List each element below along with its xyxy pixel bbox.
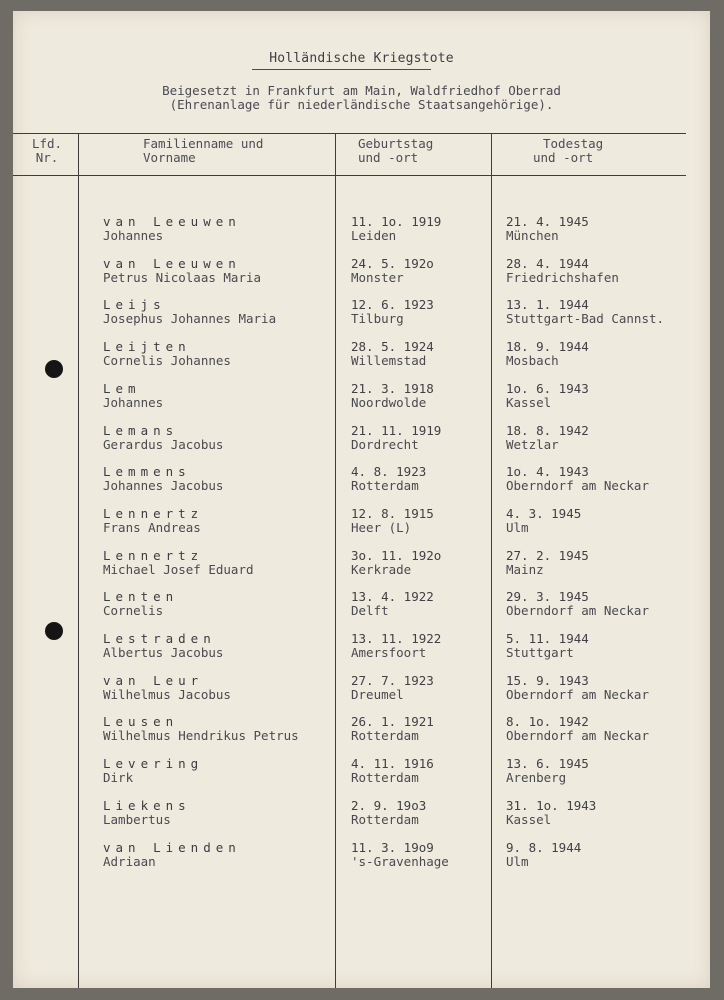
birth-place-cell: Tilburg: [351, 311, 404, 327]
header-name: [93, 137, 323, 165]
document-subtitle: [13, 84, 710, 112]
table-row: [13, 382, 710, 424]
death-date-cell: 29. 3. 1945: [506, 589, 589, 605]
header-lfd-nr: [25, 137, 69, 165]
table-row: [13, 841, 710, 883]
death-place-cell: Oberndorf am Neckar: [506, 603, 649, 619]
header-birth-line-2: und -ort: [358, 150, 419, 165]
birth-place-cell: Dreumel: [351, 686, 404, 702]
birth-place-cell: Rotterdam: [351, 811, 419, 827]
header-birth-line-1: Geburtstag: [358, 136, 434, 151]
header-nr: Nr.: [35, 150, 59, 165]
death-date-cell: 4. 3. 1945: [506, 505, 582, 521]
birth-date-cell: 28. 5. 1924: [351, 339, 434, 355]
birth-place-cell: Rotterdam: [351, 478, 419, 494]
death-place-cell: Mosbach: [506, 353, 559, 369]
birth-date-cell: 21. 3. 1918: [351, 380, 434, 396]
death-place-cell: Stuttgart: [506, 645, 574, 660]
surname-cell: Lem: [103, 380, 141, 396]
table-row: [13, 298, 710, 340]
given-name-cell: Dirk: [103, 770, 134, 786]
punch-hole-top: [45, 360, 63, 378]
surname-cell: Leusen: [103, 714, 179, 730]
given-name-cell: Wilhelmus Hendrikus Petrus: [103, 728, 299, 744]
header-death-line-2: und -ort: [533, 150, 594, 165]
surname-cell: Lenten: [103, 589, 179, 605]
header-birth: [358, 137, 478, 165]
table-row: [13, 715, 710, 757]
birth-place-cell: Rotterdam: [351, 728, 419, 744]
surname-cell: Lennertz: [103, 547, 204, 563]
surname-cell: Liekens: [103, 797, 191, 813]
given-name-cell: Johannes: [103, 228, 164, 243]
table-row: [13, 424, 710, 466]
birth-date-cell: 12. 6. 1923: [351, 297, 434, 313]
death-place-cell: Oberndorf am Neckar: [506, 728, 649, 744]
surname-cell: Leijten: [103, 339, 191, 355]
table-top-rule: [13, 133, 686, 134]
birth-date-cell: 26. 1. 1921: [351, 714, 434, 730]
header-name-line-2: Vorname: [143, 150, 196, 165]
header-bottom-rule: [13, 175, 686, 176]
table-row: [13, 549, 710, 591]
birth-place-cell: 's-Gravenhage: [351, 853, 449, 869]
birth-place-cell: Dordrecht: [351, 436, 419, 452]
birth-date-cell: 3o. 11. 192o: [351, 547, 442, 563]
death-date-cell: 9. 8. 1944: [506, 839, 582, 855]
given-name-cell: Adriaan: [103, 853, 156, 869]
death-date-cell: 18. 8. 1942: [506, 422, 589, 438]
given-name-cell: Michael Josef Eduard: [103, 561, 254, 577]
birth-date-cell: 11. 1o. 1919: [351, 214, 442, 229]
table-row: [13, 590, 710, 632]
death-date-cell: 31. 1o. 1943: [506, 797, 597, 813]
birth-date-cell: 12. 8. 1915: [351, 505, 434, 521]
birth-place-cell: Delft: [351, 603, 389, 619]
header-lfd: Lfd.: [31, 136, 63, 151]
table-row: [13, 632, 710, 674]
death-date-cell: 1o. 4. 1943: [506, 464, 589, 480]
death-place-cell: München: [506, 228, 559, 243]
death-date-cell: 21. 4. 1945: [506, 214, 589, 229]
birth-date-cell: 13. 11. 1922: [351, 631, 442, 646]
given-name-cell: Cornelis: [103, 603, 164, 619]
death-place-cell: Kassel: [506, 394, 552, 410]
death-place-cell: Stuttgart-Bad Cannst.: [506, 311, 665, 327]
document-title: Holländische Kriegstote: [269, 51, 454, 66]
header-death: [533, 137, 653, 165]
given-name-cell: Johannes Jacobus: [103, 478, 224, 494]
subtitle-line-2: (Ehrenanlage für niederländische Staatsangehörige).: [169, 97, 554, 112]
given-name-cell: Albertus Jacobus: [103, 645, 224, 660]
birth-place-cell: Willemstad: [351, 353, 427, 369]
birth-place-cell: Heer (L): [351, 519, 412, 535]
given-name-cell: Johannes: [103, 394, 164, 410]
birth-place-cell: Amersfoort: [351, 645, 427, 660]
death-place-cell: Mainz: [506, 561, 544, 577]
table-row: [13, 674, 710, 716]
birth-date-cell: 13. 4. 1922: [351, 589, 434, 605]
table-row: [13, 799, 710, 841]
death-date-cell: 13. 6. 1945: [506, 756, 589, 772]
death-place-cell: Ulm: [506, 519, 529, 535]
birth-place-cell: Noordwolde: [351, 394, 427, 410]
birth-date-cell: 24. 5. 192o: [351, 255, 434, 271]
birth-date-cell: 21. 11. 1919: [351, 422, 442, 438]
subtitle-line-1: Beigesetzt in Frankfurt am Main, Waldfriedhof Oberrad: [162, 83, 561, 98]
surname-cell: Lennertz: [103, 505, 204, 521]
given-name-cell: Petrus Nicolaas Maria: [103, 269, 262, 285]
death-date-cell: 5. 11. 1944: [506, 631, 589, 646]
punch-hole-bottom: [45, 622, 63, 640]
birth-place-cell: Rotterdam: [351, 770, 419, 786]
death-place-cell: Oberndorf am Neckar: [506, 686, 649, 702]
death-place-cell: Friedrichshafen: [506, 269, 619, 285]
given-name-cell: Frans Andreas: [103, 519, 201, 535]
surname-cell: van Leur: [103, 672, 204, 688]
death-place-cell: Wetzlar: [506, 436, 559, 452]
table-row: [13, 257, 710, 299]
death-date-cell: 13. 1. 1944: [506, 297, 589, 313]
surname-cell: van Lienden: [103, 839, 241, 855]
death-place-cell: Kassel: [506, 811, 552, 827]
birth-place-cell: Kerkrade: [351, 561, 412, 577]
given-name-cell: Gerardus Jacobus: [103, 436, 224, 452]
birth-date-cell: 2. 9. 19o3: [351, 797, 427, 813]
death-date-cell: 1o. 6. 1943: [506, 380, 589, 396]
header-death-line-1: Todestag: [543, 136, 604, 151]
death-date-cell: 27. 2. 1945: [506, 547, 589, 563]
death-date-cell: 8. 1o. 1942: [506, 714, 589, 730]
birth-place-cell: Leiden: [351, 228, 397, 243]
surname-cell: van Leeuwen: [103, 255, 241, 271]
document-page: [13, 11, 710, 988]
death-date-cell: 18. 9. 1944: [506, 339, 589, 355]
header-name-line-1: Familienname und: [143, 136, 264, 151]
given-name-cell: Wilhelmus Jacobus: [103, 686, 231, 702]
birth-date-cell: 11. 3. 19o9: [351, 839, 434, 855]
given-name-cell: Josephus Johannes Maria: [103, 311, 277, 327]
death-place-cell: Arenberg: [506, 770, 567, 786]
table-row: [13, 340, 710, 382]
title-underline: [252, 69, 431, 70]
surname-cell: Levering: [103, 756, 204, 772]
surname-cell: Lemmens: [103, 464, 191, 480]
death-place-cell: Ulm: [506, 853, 529, 869]
given-name-cell: Lambertus: [103, 811, 171, 827]
surname-cell: Leijs: [103, 297, 166, 313]
death-date-cell: 28. 4. 1944: [506, 255, 589, 271]
table-row: [13, 215, 710, 257]
birth-date-cell: 4. 11. 1916: [351, 756, 434, 772]
table-row: [13, 507, 710, 549]
surname-cell: Lestraden: [103, 631, 216, 646]
birth-date-cell: 4. 8. 1923: [351, 464, 427, 480]
birth-place-cell: Monster: [351, 269, 404, 285]
table-row: [13, 757, 710, 799]
surname-cell: Lemans: [103, 422, 179, 438]
given-name-cell: Cornelis Johannes: [103, 353, 231, 369]
table-row: [13, 465, 710, 507]
surname-cell: van Leeuwen: [103, 214, 241, 229]
death-date-cell: 15. 9. 1943: [506, 672, 589, 688]
death-place-cell: Oberndorf am Neckar: [506, 478, 649, 494]
birth-date-cell: 27. 7. 1923: [351, 672, 434, 688]
